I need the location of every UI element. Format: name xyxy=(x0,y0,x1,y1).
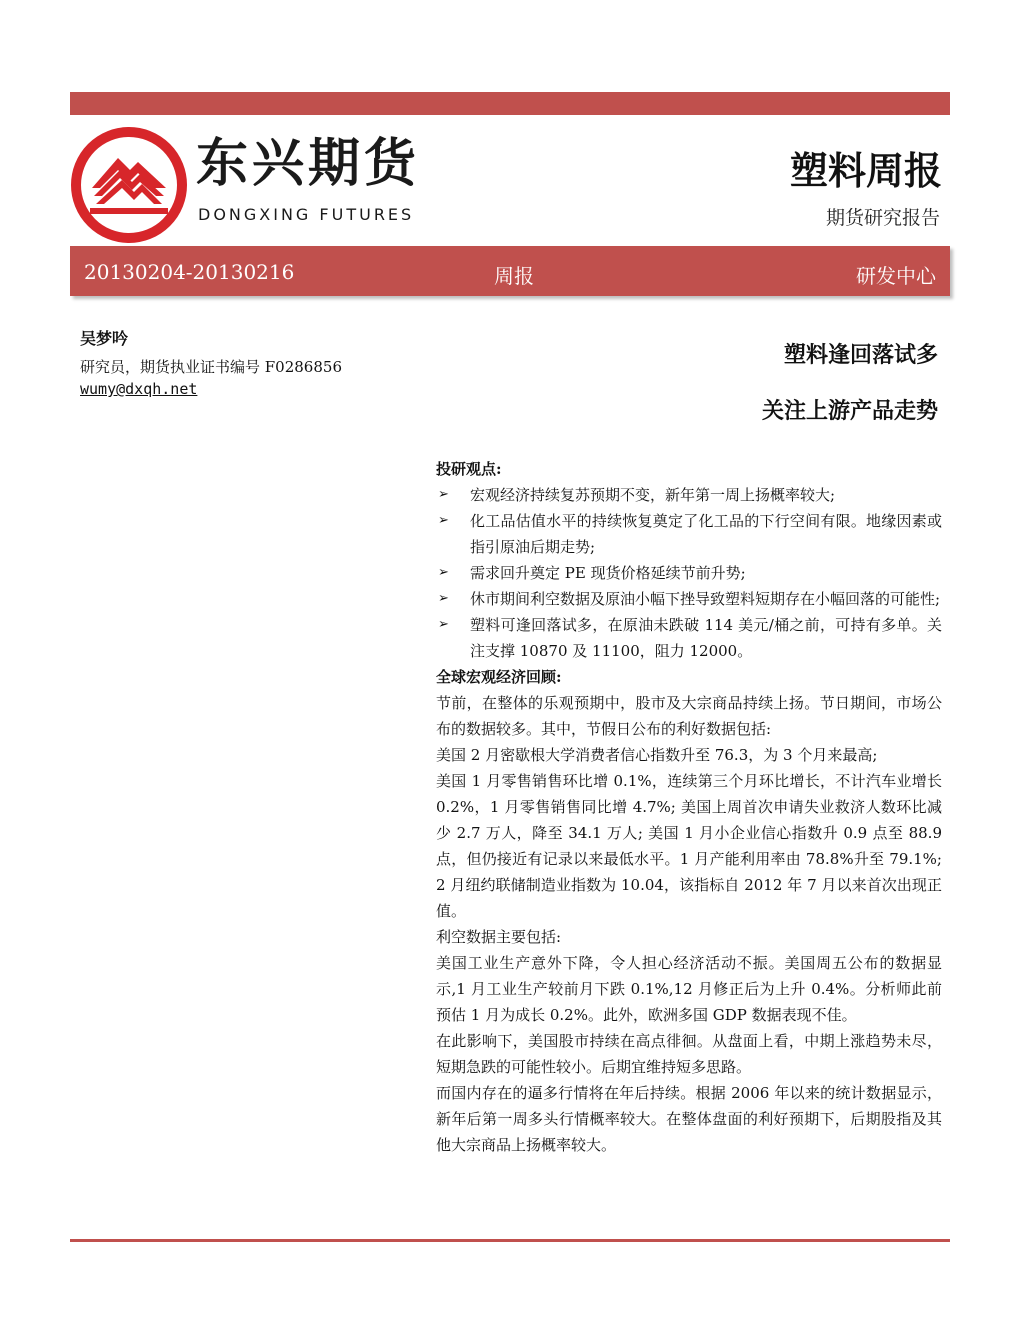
macro-paragraph: 利空数据主要包括: xyxy=(436,928,562,946)
top-decorative-band xyxy=(70,92,950,115)
dongxing-logo-icon xyxy=(70,126,188,244)
views-heading: 投研观点: xyxy=(436,460,502,478)
report-date-range: 20130204-20130216 xyxy=(84,260,295,284)
footer-divider xyxy=(70,1239,950,1242)
info-bar xyxy=(70,246,950,296)
macro-heading: 全球宏观经济回顾: xyxy=(436,668,562,686)
report-title: 塑料周报 xyxy=(789,148,942,193)
list-item: ➢ 休市期间利空数据及原油小幅下挫导致塑料短期存在小幅回落的可能性; xyxy=(436,586,942,612)
macro-paragraph: 在此影响下，美国股市持续在高点徘徊。从盘面上看，中期上涨趋势未尽，短期急跌的可能性较小。后期宜维持短多思路。 xyxy=(436,1032,942,1076)
list-item: ➢ 宏观经济持续复苏预期不变，新年第一周上扬概率较大; xyxy=(436,482,942,508)
author-email-link[interactable]: wumy@dxqh.net xyxy=(80,380,198,398)
macro-paragraph: 节前，在整体的乐观预期中，股市及大宗商品持续上扬。节日期间，市场公布的数据较多。其中，节假日公布的利好数据包括: xyxy=(436,694,942,738)
macro-paragraph: 美国 1 月零售销售环比增 0.1%，连续第三个月环比增长，不计汽车业增长 0.2%，1 月零售销售同比增 4.7%; 美国上周首次申请失业救济人数环比减少 2.7 万人，降至 34.1 万人; 美国 1 月小企业信心指数升 0.9 点至 88.9 点，但仍接近有记录以来最低水平。1 月产能利用率由 78.8%升至 79.1%; 2 月纽约联储制造业指数为 10.04，该指标自 2012 年 7 月以来首次出现正值。 xyxy=(436,772,942,920)
list-item: ➢ 塑料可逢回落试多，在原油未跌破 114 美元/桶之前，可持有多单。关注支撑 10870 及 11100，阻力 12000。 xyxy=(436,612,942,664)
report-body xyxy=(436,456,942,1158)
macro-paragraph: 美国工业生产意外下降，令人担心经济活动不振。美国周五公布的数据显示,1 月工业生产较前月下跌 0.1%,12 月修正后为上升 0.4%。分析师此前预估 1 月为成长 0.2%。此外，欧洲多国 GDP 数据表现不佳。 xyxy=(436,954,942,1024)
list-item: ➢ 化工品估值水平的持续恢复奠定了化工品的下行空间有限。地缘因素或指引原油后期走势; xyxy=(436,508,942,560)
arrow-bullet-icon: ➢ xyxy=(438,565,449,580)
report-subtitle: 期货研究报告 xyxy=(825,207,940,229)
brand-name-cn: 东兴期货 xyxy=(196,134,421,194)
arrow-bullet-icon: ➢ xyxy=(438,591,449,606)
author-name: 吴梦吟 xyxy=(80,329,129,348)
report-department: 研发中心 xyxy=(856,264,936,288)
report-type: 周报 xyxy=(494,264,534,288)
arrow-bullet-icon: ➢ xyxy=(438,513,449,528)
brand-name-en: DONGXING FUTURES xyxy=(198,205,415,224)
arrow-bullet-icon: ➢ xyxy=(438,487,449,502)
headline-secondary: 关注上游产品走势 xyxy=(761,398,938,424)
headline-primary: 塑料逢回落试多 xyxy=(783,342,938,368)
views-list xyxy=(436,482,942,664)
macro-paragraph: 而国内存在的逼多行情将在年后持续。根据 2006 年以来的统计数据显示，新年后第一周多头行情概率较大。在整体盘面的利好预期下，后期股指及其他大宗商品上扬概率较大。 xyxy=(436,1084,942,1154)
author-role: 研究员，期货执业证书编号 F0286856 xyxy=(80,358,342,376)
list-item: ➢ 需求回升奠定 PE 现货价格延续节前升势; xyxy=(436,560,942,586)
macro-paragraph: 美国 2 月密歇根大学消费者信心指数升至 76.3，为 3 个月来最高; xyxy=(436,746,878,764)
arrow-bullet-icon: ➢ xyxy=(438,617,449,632)
